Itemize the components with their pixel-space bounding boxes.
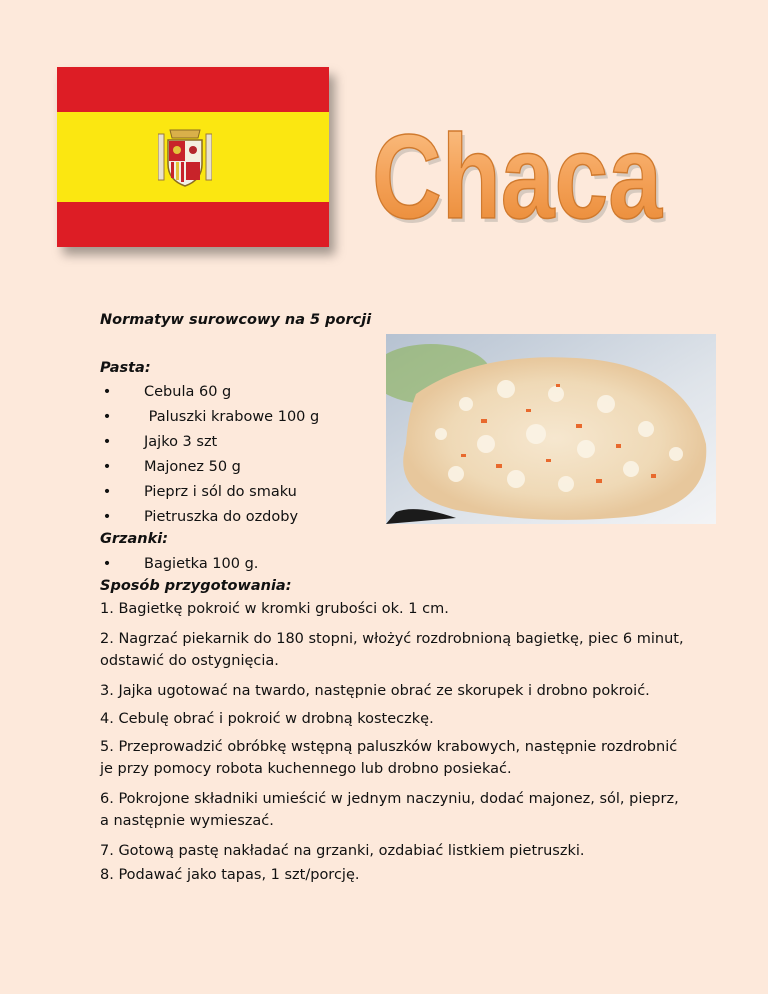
bullet-icon: • <box>102 509 112 525</box>
list-item-label: Cebula 60 g <box>144 384 232 400</box>
list-item-label: Jajko 3 szt <box>144 434 218 450</box>
title-text: Chaca <box>372 110 664 234</box>
list-item-label: Pieprz i sól do smaku <box>144 484 297 500</box>
bullet-icon: • <box>102 484 112 500</box>
list-item-label: Paluszki krabowe 100 g <box>144 409 320 425</box>
method-heading: Sposób przygotowania: <box>100 578 292 594</box>
method-step: 5. Przeprowadzić obróbkę wstępną paluszków krabowych, następnie rozdrobnić je przy pomocy robota kuchennego lub drobno posiekać. <box>100 739 678 777</box>
method-step: 6. Pokrojone składniki umieścić w jednym naczyniu, dodać majonez, sól, pieprz, a następnie wymieszać. <box>100 791 679 829</box>
bullet-icon: • <box>102 434 112 450</box>
grzanki-heading: Grzanki: <box>100 531 169 547</box>
method-step: 7. Gotową pastę nakładać na grzanki, ozdabiać listkiem pietruszki. <box>100 843 585 859</box>
flag-red-stripe-top <box>57 67 329 112</box>
method-step: 3. Jajka ugotować na twardo, następnie obrać ze skorupek i drobno pokroić. <box>100 683 650 699</box>
title-art <box>372 104 672 234</box>
norm-heading: Normatyw surowcowy na 5 porcji <box>100 312 372 328</box>
method-step: 2. Nagrzać piekarnik do 180 stopni, włożyć rozdrobnioną bagietkę, piec 6 minut, odstawić do ostygnięcia. <box>100 631 684 669</box>
method-step: 1. Bagietkę pokroić w kromki grubości ok. 1 cm. <box>100 601 449 617</box>
crab-paste-photo <box>386 334 716 524</box>
bullet-icon: • <box>102 409 112 425</box>
pasta-heading: Pasta: <box>100 360 151 376</box>
page-title <box>372 104 672 234</box>
method-step: 8. Podawać jako tapas, 1 szt/porcję. <box>100 867 360 883</box>
method-step: 4. Cebulę obrać i pokroić w drobną kosteczkę. <box>100 711 434 727</box>
bullet-icon: • <box>102 384 112 400</box>
title-shadow: Chaca <box>375 114 667 234</box>
bullet-icon: • <box>102 459 112 475</box>
list-item-label: Bagietka 100 g. <box>144 556 259 572</box>
coat-of-arms-icon <box>158 124 212 190</box>
list-item-label: Majonez 50 g <box>144 459 241 475</box>
bullet-icon: • <box>102 556 112 572</box>
list-item-label: Pietruszka do ozdoby <box>144 509 299 525</box>
flag-red-stripe-bottom <box>57 202 329 247</box>
